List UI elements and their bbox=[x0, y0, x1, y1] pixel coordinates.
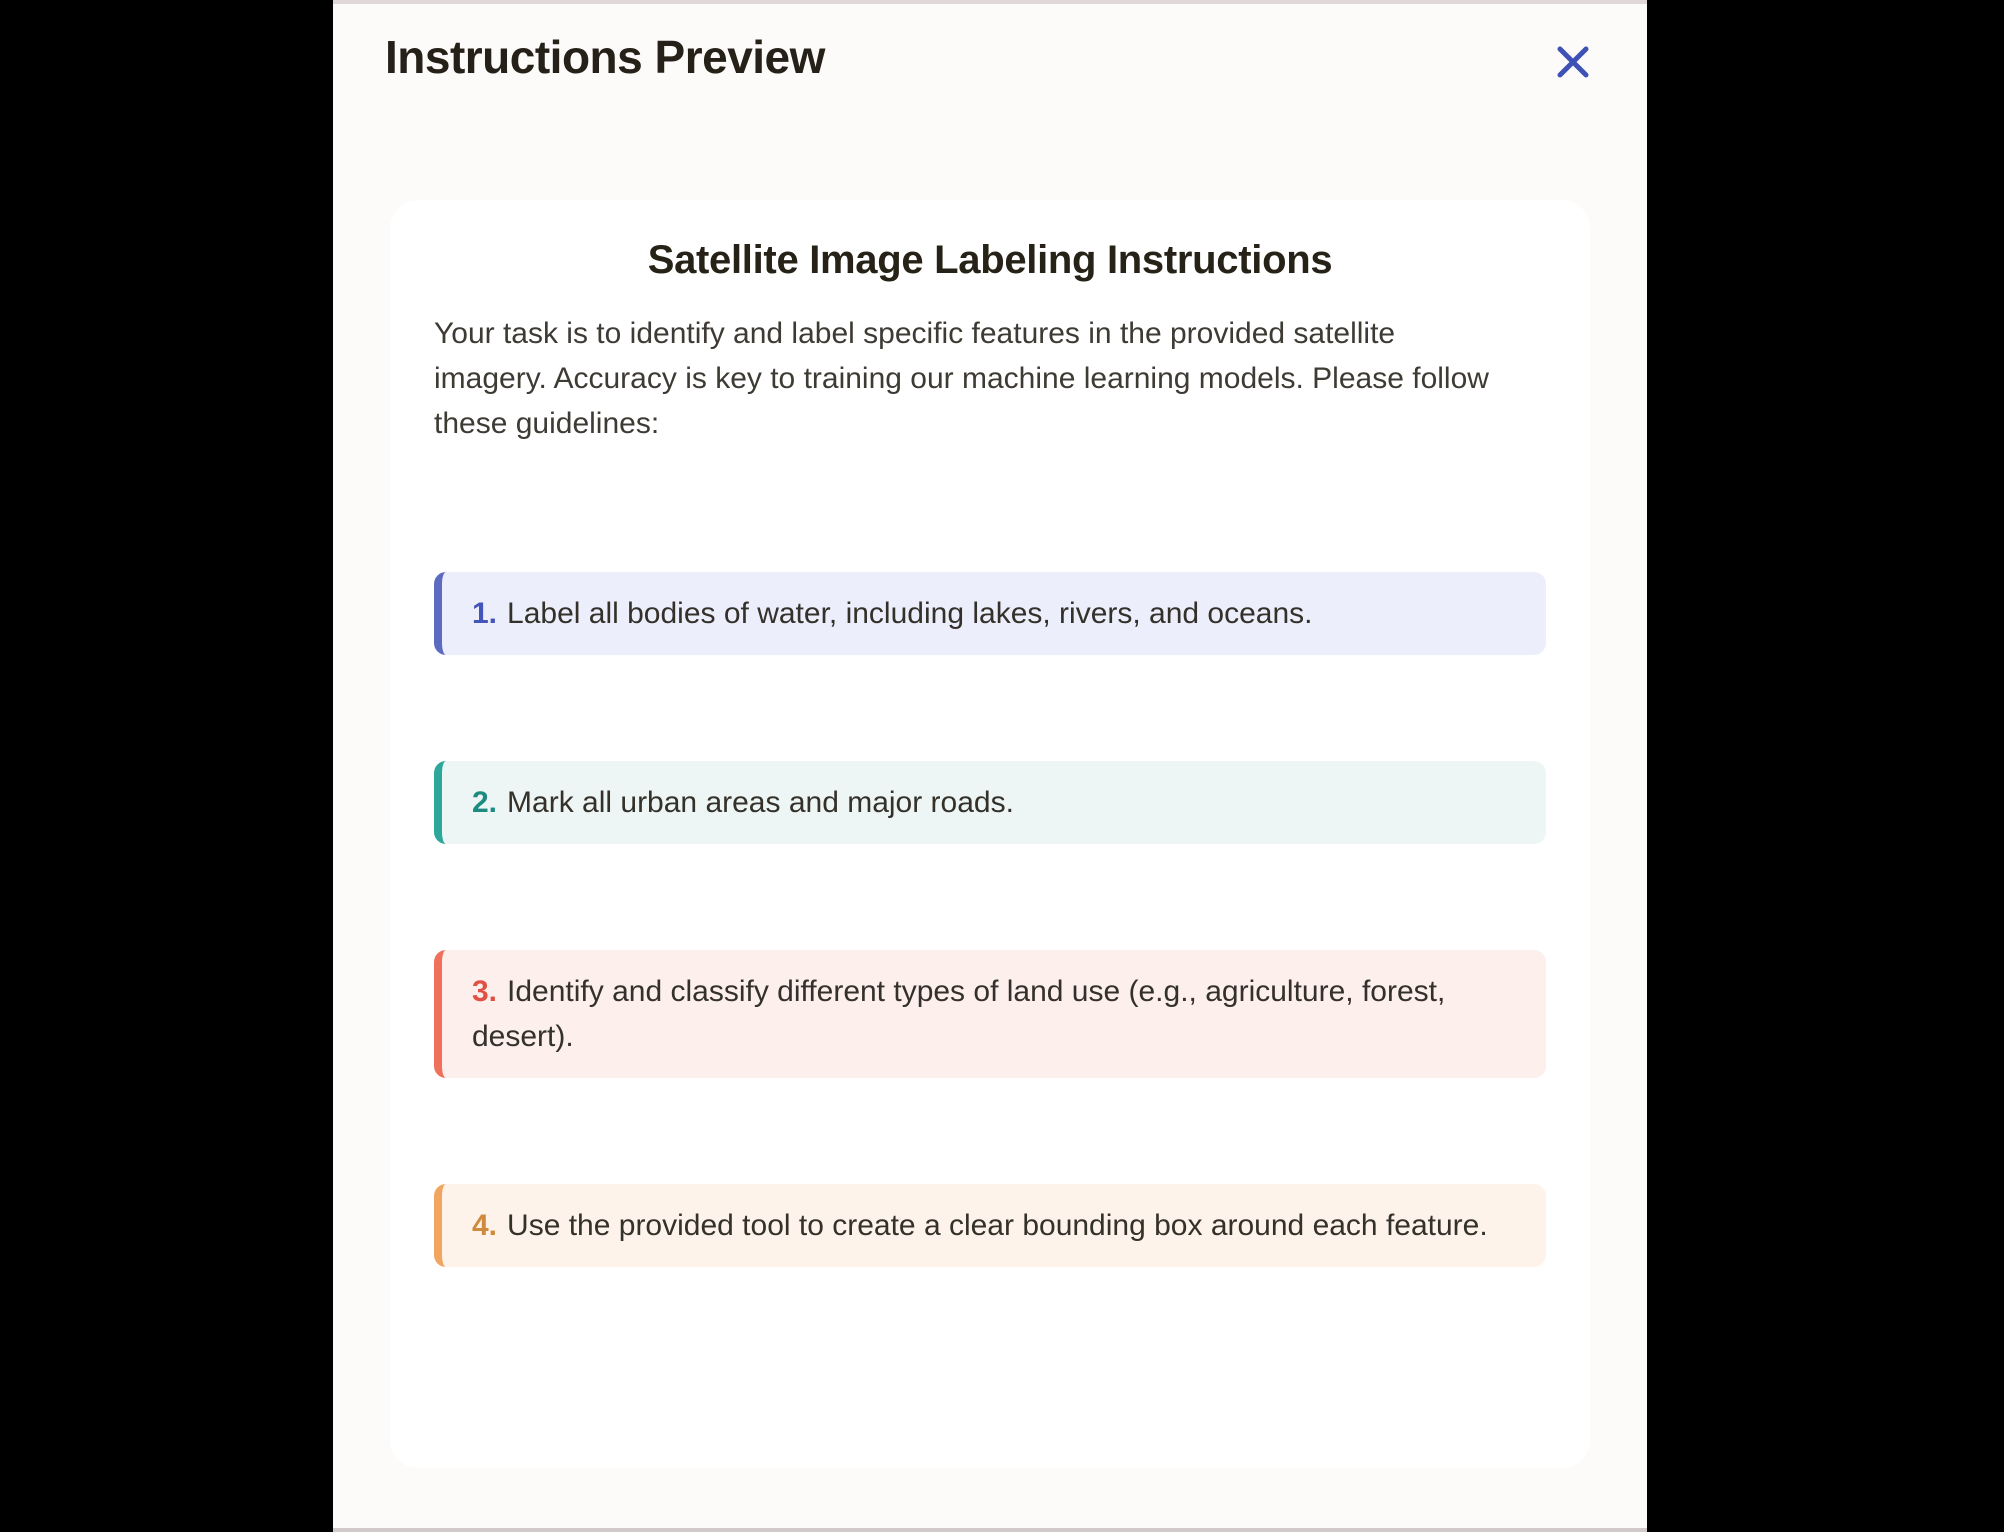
instruction-item-3 bbox=[434, 950, 1546, 1078]
item-number: 2. bbox=[472, 786, 498, 819]
item-number: 1. bbox=[472, 597, 498, 630]
item-text: Identify and classify different types of land use (e.g., agriculture, forest, desert). bbox=[472, 975, 1446, 1053]
item-text: Label all bodies of water, including lakes, rivers, and oceans. bbox=[507, 597, 1313, 630]
close-button[interactable] bbox=[1551, 40, 1595, 84]
instruction-item-4 bbox=[434, 1184, 1546, 1267]
instructions-card bbox=[390, 200, 1590, 1468]
modal-title: Instructions Preview bbox=[385, 31, 825, 83]
instructions-preview-modal bbox=[333, 0, 1647, 1532]
instruction-item-1 bbox=[434, 572, 1546, 655]
modal-header bbox=[333, 4, 1647, 104]
close-icon bbox=[1555, 44, 1591, 80]
item-text: Use the provided tool to create a clear bounding box around each feature. bbox=[507, 1209, 1488, 1242]
instruction-item-2 bbox=[434, 761, 1546, 844]
item-number: 3. bbox=[472, 975, 498, 1008]
item-text: Mark all urban areas and major roads. bbox=[507, 786, 1014, 819]
card-intro: Your task is to identify and label specific features in the provided satellite imagery. Accuracy is key to training our machine learning models. Please follow these guidelines: bbox=[434, 317, 1489, 440]
item-number: 4. bbox=[472, 1209, 498, 1242]
instruction-list bbox=[434, 572, 1546, 1267]
card-heading: Satellite Image Labeling Instructions bbox=[647, 238, 1333, 282]
